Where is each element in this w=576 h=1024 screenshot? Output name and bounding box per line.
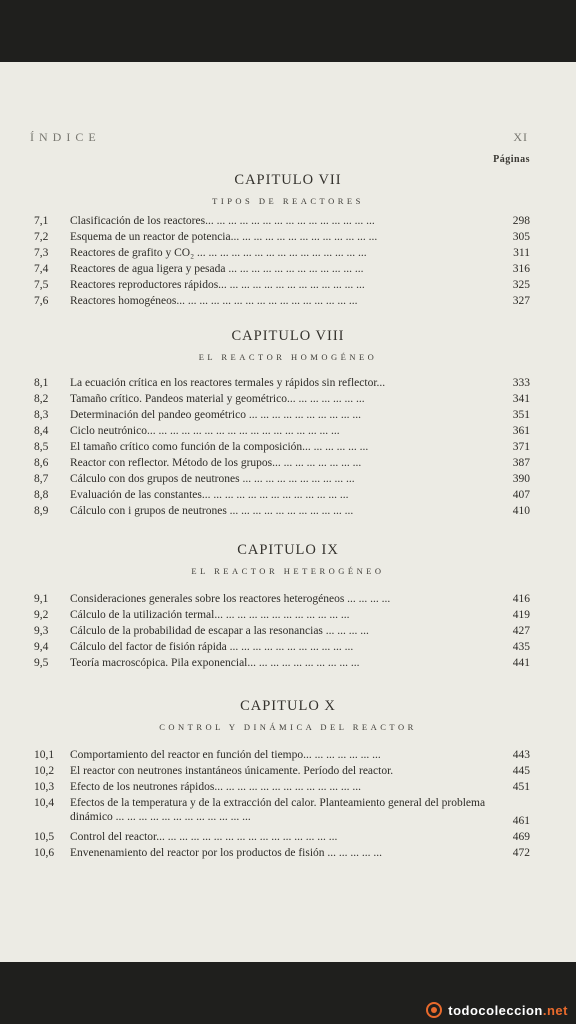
entry-page: 298: [512, 215, 530, 227]
entry-number: 8,3: [34, 409, 49, 421]
watermark: [426, 1002, 568, 1018]
chapter-viii-heading: [0, 328, 576, 362]
entry-page: 371: [512, 441, 530, 453]
entry-text: Determinación del pandeo geométrico ... ... ... ... ... ... ... ... ... ...: [70, 409, 361, 421]
entry-page: 419: [512, 609, 530, 621]
toc-entry: [0, 830, 576, 846]
chapter-ix-heading: [0, 542, 576, 576]
entry-number: 7,3: [34, 247, 49, 259]
entry-text: El tamaño crítico como función de la composición... ... ... ... ... ...: [70, 441, 369, 453]
watermark-text: todocoleccion: [448, 1002, 543, 1018]
entry-text: Consideraciones generales sobre los reactores heterogéneos ... ... ... ...: [70, 593, 391, 605]
entry-page: 387: [512, 457, 530, 469]
entry-page: 325: [512, 279, 530, 291]
entry-number: 8,8: [34, 489, 49, 501]
entry-text: Reactores reproductores rápidos... ... ... ... ... ... ... ... ... ... ... ... ...: [70, 279, 365, 291]
entry-text: Ciclo neutrónico... ... ... ... ... ... ... ... ... ... ... ... ... ... ... ... ...: [70, 425, 340, 437]
entry-page: 472: [512, 847, 530, 859]
toc-entry: [0, 262, 576, 278]
running-header: [30, 130, 528, 145]
entry-number: 10,1: [34, 749, 55, 761]
chapter-x-heading: [0, 698, 576, 732]
chapter-vii-heading: [0, 172, 576, 206]
entry-page: 410: [512, 505, 530, 517]
entry-number: 8,6: [34, 457, 49, 469]
entry-text: Reactor con reflector. Método de los grupos... ... ... ... ... ... ... ...: [70, 457, 362, 469]
toc-entry: [0, 246, 576, 262]
entry-number: 10,6: [34, 847, 55, 859]
toc-entry: [0, 608, 576, 624]
entry-page: 305: [512, 231, 530, 243]
entry-number: 8,1: [34, 377, 49, 389]
entry-text: Efectos de la temperatura y de la extracción del calor. Planteamiento general del problema dinámico ... ... ... ... ... ... ... ... ... ... ... ...: [70, 797, 486, 823]
chapter-title: CAPITULO VII: [234, 172, 342, 188]
entry-text: Cálculo de la utilización termal... ... ... ... ... ... ... ... ... ... ... ...: [70, 609, 350, 621]
toc-entry: [0, 376, 576, 392]
entry-text: Evaluación de las constantes... ... ... ... ... ... ... ... ... ... ... ... ...: [70, 489, 349, 501]
entry-text: Envenenamiento del reactor por los productos de fisión ... ... ... ... ...: [70, 847, 383, 859]
entry-text: Clasificación de los reactores... ... ... ... ... ... ... ... ... ... ... ... ... ... ...: [70, 215, 375, 227]
toc-entry: [0, 424, 576, 440]
background-surface: [0, 962, 576, 1024]
toc-entry: [0, 796, 576, 828]
entry-page: 327: [512, 295, 530, 307]
entry-page: 416: [512, 593, 530, 605]
toc-entry: [0, 214, 576, 230]
paginas-label: Páginas: [493, 154, 530, 165]
todocoleccion-logo-icon: [426, 1002, 442, 1018]
header-index-label: ÍNDICE: [30, 130, 101, 144]
entry-text: Efecto de los neutrones rápidos... ... ... ... ... ... ... ... ... ... ... ... ...: [70, 781, 361, 793]
entry-number: 8,4: [34, 425, 49, 437]
toc-entry: [0, 456, 576, 472]
entry-text: Cálculo de la probabilidad de escapar a las resonancias ... ... ... ...: [70, 625, 369, 637]
entry-page: 443: [512, 749, 530, 761]
entry-text: Cálculo del factor de fisión rápida ... ... ... ... ... ... ... ... ... ... ...: [70, 641, 354, 653]
toc-entry: [0, 748, 576, 764]
chapter-subtitle: TIPOS DE REACTORES: [212, 196, 364, 206]
entry-page: 390: [512, 473, 530, 485]
entry-number: 10,3: [34, 781, 55, 793]
toc-entry: [0, 392, 576, 408]
toc-entry: [0, 472, 576, 488]
entry-number: 9,1: [34, 593, 49, 605]
entry-number: 9,3: [34, 625, 49, 637]
toc-entry: [0, 278, 576, 294]
entry-text: La ecuación crítica en los reactores termales y rápidos sin reflector...: [70, 377, 386, 389]
entry-page: 316: [512, 263, 530, 275]
chapter-subtitle: EL REACTOR HETEROGÉNEO: [191, 566, 385, 576]
entry-page: 445: [512, 765, 530, 777]
toc-entry: [0, 640, 576, 656]
entry-text: El reactor con neutrones instantáneos únicamente. Período del reactor.: [70, 765, 394, 777]
page-number: XI: [513, 130, 528, 144]
toc-entry: [0, 440, 576, 456]
chapter-title: CAPITULO IX: [237, 542, 339, 558]
entry-number: 8,5: [34, 441, 49, 453]
entry-page: 469: [512, 831, 530, 843]
book-page: [0, 62, 576, 962]
toc-entry: [0, 592, 576, 608]
entry-page: 441: [512, 657, 530, 669]
toc-entry: [0, 624, 576, 640]
entry-page: 333: [512, 377, 530, 389]
toc-entry: [0, 780, 576, 796]
entry-text: Esquema de un reactor de potencia... ... ... ... ... ... ... ... ... ... ... ... ...: [70, 231, 378, 243]
entry-text: Reactores de agua ligera y pesada ... ... ... ... ... ... ... ... ... ... ... ...: [70, 263, 364, 275]
toc-entry: [0, 294, 576, 310]
toc-entry: [0, 488, 576, 504]
entry-page: 451: [512, 781, 530, 793]
entry-number: 8,2: [34, 393, 49, 405]
entry-number: 9,5: [34, 657, 49, 669]
entry-number: 9,2: [34, 609, 49, 621]
entry-number: 7,5: [34, 279, 49, 291]
toc-entry: [0, 846, 576, 862]
entry-page: 311: [513, 247, 530, 259]
entry-text: Reactores homogéneos... ... ... ... ... ... ... ... ... ... ... ... ... ... ... ...: [70, 295, 358, 307]
toc-entry: [0, 504, 576, 520]
entry-page: 435: [512, 641, 530, 653]
chapter-title: CAPITULO VIII: [231, 328, 345, 344]
entry-number: 7,6: [34, 295, 49, 307]
entry-page: 361: [512, 425, 530, 437]
entry-number: 7,4: [34, 263, 49, 275]
entry-text: Tamaño crítico. Pandeos material y geométrico... ... ... ... ... ... ...: [70, 393, 365, 405]
entry-number: 7,2: [34, 231, 49, 243]
entry-text: Cálculo con dos grupos de neutrones ... ... ... ... ... ... ... ... ... ...: [70, 473, 355, 485]
entry-page: 461: [512, 815, 530, 827]
chapter-title: CAPITULO X: [240, 698, 336, 714]
toc-entry: [0, 656, 576, 672]
entry-text: Comportamiento del reactor en función del tiempo... ... ... ... ... ... ...: [70, 749, 381, 761]
entry-text: Teoría macroscópica. Pila exponencial... ... ... ... ... ... ... ... ... ...: [70, 657, 360, 669]
entry-number: 10,4: [34, 797, 55, 809]
watermark-suffix: .net: [542, 1002, 568, 1018]
entry-number: 8,7: [34, 473, 49, 485]
entry-text: Control del reactor... ... ... ... ... ... ... ... ... ... ... ... ... ... ... ...: [70, 831, 338, 843]
toc-entry: [0, 764, 576, 780]
toc-entry: [0, 230, 576, 246]
entry-text: Cálculo con i grupos de neutrones ... ... ... ... ... ... ... ... ... ... ...: [70, 505, 354, 517]
chapter-subtitle: CONTROL Y DINÁMICA DEL REACTOR: [159, 722, 417, 732]
toc-entry: [0, 408, 576, 424]
entry-number: 8,9: [34, 505, 49, 517]
entry-number: 10,5: [34, 831, 55, 843]
entry-text: Reactores de grafito y CO₂ ... ... ... ... ... ... ... ... ... ... ... ... ... ... ...: [70, 247, 367, 259]
entry-page: 351: [512, 409, 530, 421]
entry-number: 10,2: [34, 765, 55, 777]
entry-page: 427: [512, 625, 530, 637]
entry-number: 7,1: [34, 215, 49, 227]
entry-page: 407: [512, 489, 530, 501]
chapter-subtitle: EL REACTOR HOMOGÉNEO: [198, 352, 378, 362]
entry-number: 9,4: [34, 641, 49, 653]
entry-page: 341: [512, 393, 530, 405]
